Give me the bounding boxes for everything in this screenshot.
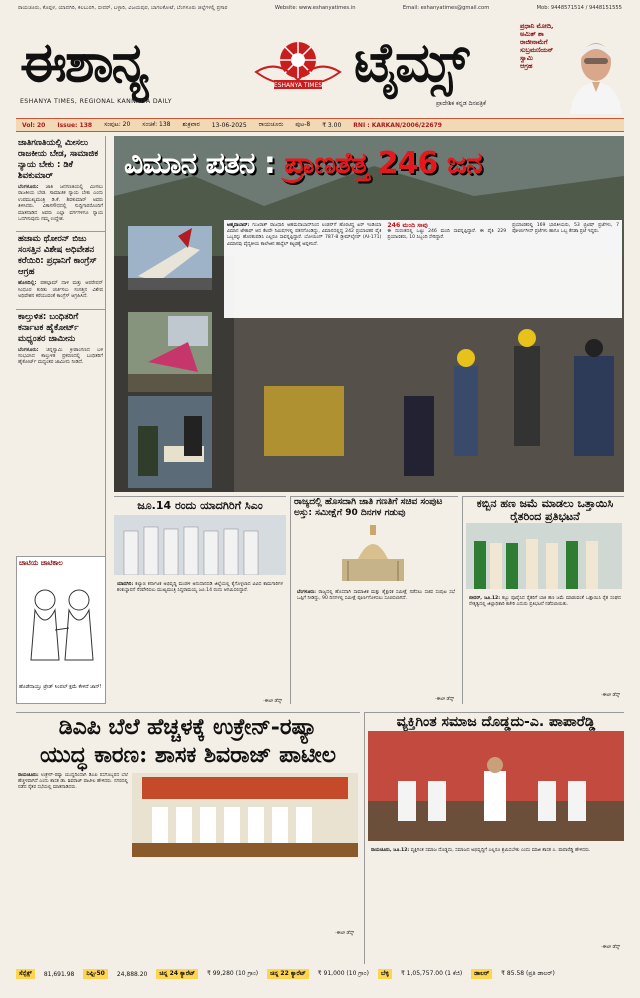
market-label: ಚಿನ್ನ 24 ಕ್ಯಾರೆಟ್	[156, 969, 198, 979]
issue: Issue: 138	[57, 121, 93, 129]
lead-headline	[124, 146, 620, 186]
mobile-text: Mob: 9448571514 / 9448151555	[536, 5, 622, 11]
lead-headline-part-b: ಪ್ರಾಣತೆತ್ತ 246 ಜನ	[284, 146, 482, 181]
masthead-title-left: ಈಶಾನ್ಯ	[20, 30, 148, 94]
market-label: ಸೆನ್ಸೆಕ್ಸ್	[16, 969, 35, 979]
aircraft-wreck-photo	[128, 312, 212, 392]
market-label: ಡಾಲರ್	[471, 969, 492, 979]
masthead-emblem-icon	[248, 36, 348, 102]
story-title-line2: ಯುದ್ಧ ಕಾರಣ: ಶಾಸಕ ಶಿವರಾಜ್ ಪಾಟೀಲ	[40, 742, 336, 768]
masthead-tagline: ಪ್ರಾದೇಶಿಕ ಕನ್ನಡ ದಿನಪತ್ರಿಕೆ	[436, 100, 486, 107]
protest-photo	[466, 523, 622, 589]
lead-side-text: ಪ್ರಯಾಣಿಕರಲ್ಲಿ 169 ಭಾರತೀಯರು, 53 ಬ್ರಿಟಿಷ್ ಪ್ರಜೆಗಳು, 7 ಪೋರ್ಚುಗೀಸ್ ಪ್ರಜೆಗಳು ಹಾಗೂ ಒಬ್ಬ ಕೆನಡಾ ಪ್ರಜೆ ಇದ್ದರು.	[512, 223, 619, 235]
story-title-line1: ಡಿಎಪಿ ಬೆಲೆ ಹೆಚ್ಚಳಕ್ಕೆ ಉಕ್ರೇನ್-ರಷ್ಯಾ	[58, 714, 318, 740]
story-society	[364, 712, 624, 964]
market-value: ₹ 99,280 (10 ಗ್ರಾಂ)	[207, 970, 259, 977]
market-value: 81,691.98	[43, 970, 75, 978]
promo-line: ಪ್ರಧಾನಿ ಮೋದಿ,	[520, 22, 554, 30]
market-value: ₹ 1,05,757.00 (1 ಕೆಜಿ)	[400, 970, 463, 977]
stage-event-photo	[368, 731, 624, 841]
website-text: Website: www.eshanyatimes.in	[274, 5, 356, 11]
market-label: ಬೆಳ್ಳಿ	[378, 969, 392, 979]
lead-body: ಗುಜರಾತ್ ರಾಜಧಾನಿ ಅಹಮದಾಬಾದ್‌ನಿಂದ ಲಂಡನ್‌ಗೆ ಹೊರಟಿದ್ದ ಏರ್ ಇಂಡಿಯಾ ವಿಮಾನ ಟೇಕಾಫ್ ಆದ ಕೆಲವೇ ನಿಮಿಷಗಳಲ್ಲಿ ಪತನಗೊಂಡಿದ್ದು, ವಿಮಾನದಲ್ಲಿದ್ದ 242 ಪ್ರಯಾಣಿಕರ ಪೈಕಿ ಒಬ್ಬರನ್ನು ಹೊರತುಪಡಿಸಿ ಎಲ್ಲರೂ ಸಾವನ್ನಪ್ಪಿದ್ದಾರೆ. ಬೋಯಿಂಗ್ 787-8 ಡ್ರೀಮ್‌ಲೈನರ್ (AI-171) ವಿಮಾನವು ವೈದ್ಯಕೀಯ ಕಾಲೇಜಿನ ಹಾಸ್ಟೆಲ್ ಕಟ್ಟಡಕ್ಕೆ ಅಪ್ಪಳಿಸಿದೆ.	[227, 223, 382, 247]
story-title: ಕಬ್ಬಿನ ಹಣ ಜಮೆ ಮಾಡಲು ಒತ್ತಾಯಿಸಿ ರೈತರಿಂದ ಪ್ರತಿಭಟನೆ	[476, 497, 614, 523]
email-text: Email: eshanyatimes@gmail.com	[402, 5, 490, 11]
rescue-stretcher-photo	[128, 396, 212, 488]
cm-photo	[114, 515, 286, 575]
date: 13-06-2025	[211, 121, 247, 129]
top-strip	[18, 2, 622, 14]
markets-strip	[16, 968, 624, 980]
lead-box-body: ಈ ದುರಂತದಲ್ಲಿ ಒಟ್ಟು 246 ಮಂದಿ ಸಾವನ್ನಪ್ಪಿದ್ದಾರೆ. ಈ ಪೈಕಿ 229 ಪ್ರಯಾಣಿಕರು, 10 ಸಿಬ್ಬಂದಿ ಸೇರಿದ್ದಾರೆ.	[387, 229, 507, 241]
weekday: ಶುಕ್ರವಾರ	[182, 121, 200, 128]
lead-box-title: 246 ಮಂದಿ ಸಾವು	[387, 222, 428, 229]
story-body: ರಾಜ್ಯದಲ್ಲಿ ಹೊಸದಾಗಿ ಸಾಮಾಜಿಕ ಮತ್ತು ಶೈಕ್ಷಣಿಕ ಸಮೀಕ್ಷೆ ನಡೆಸಲು ಸಚಿವ ಸಂಪುಟ ಸಭೆ ಒಪ್ಪಿಗೆ ನೀಡಿದ್ದು, 90 ದಿನಗಳಲ್ಲಿ ಸಮೀಕ್ಷೆ ಪೂರ್ಣಗೊಳಿಸಲು ಸೂಚಿಸಲಾಗಿದೆ.	[297, 590, 455, 602]
promo-line: ಅಮಿತ್ ಶಾ	[520, 30, 544, 38]
byline: -ಈಟೀ ಡೆಸ್ಕ್	[335, 931, 354, 936]
story-body: ಕಬ್ಬು ಪೂರೈಸಿದ ರೈತರಿಗೆ ಬಾಕಿ ಹಣ ಜಮೆ ಮಾಡುವಂತೆ ಒತ್ತಾಯಿಸಿ ರೈತ ಸಂಘದ ನೇತೃತ್ವದಲ್ಲಿ ಜಿಲ್ಲಾಧಿಕಾರಿ ಕಚೇರಿ ಎದುರು ಪ್ರತಿಭಟನೆ ನಡೆಸಲಾಯಿತು.	[469, 596, 622, 608]
promo-line: ರಾಜೀನಾಮೆಗೆ	[520, 38, 548, 46]
story-title: ವ್ಯಕ್ತಿಗಿಂತ ಸಮಾಜ ದೊಡ್ಡದು-ಎ. ಪಾಪಾರೆಡ್ಡಿ	[396, 714, 596, 730]
masthead	[16, 16, 624, 116]
story-body: ವ್ಯಕ್ತಿಗಿಂತ ಸಮಾಜ ದೊಡ್ಡದು, ಸಮಾಜದ ಅಭಿವೃದ್ಧಿಗೆ ಎಲ್ಲರೂ ಶ್ರಮಿಸಬೇಕು ಎಂದು ಮಾಜಿ ಶಾಸಕ ಎ. ಪಾಪಾರೆಡ್ಡಿ ಹೇಳಿದರು.	[410, 848, 591, 853]
byline: -ಈಟೀ ಡೆಸ್ಕ್	[601, 945, 620, 950]
promo-line: ಆಗ್ರಹ	[520, 62, 533, 70]
story-title: ರಾಜ್ಯದಲ್ಲಿ ಹೊಸದಾಗಿ ಜಾತಿ ಗಣತಿಗೆ ಸಚಿವ ಸಂಪುಟ ಅಸ್ತು: ಸಮೀಕ್ಷೆಗೆ 90 ದಿನಗಳ ಗಡುವು	[294, 497, 443, 518]
story-body: ಉಕ್ರೇನ್-ರಷ್ಯಾ ಯುದ್ಧದಿಂದಾಗಿ ಡಿಎಪಿ ರಸಗೊಬ್ಬರದ ಬೆಲೆ ಹೆಚ್ಚಳವಾಗಿದೆ ಎಂದು ಶಾಸಕ ಡಾ. ಶಿವರಾಜ್ ಪಾಟೀಲ ಹೇಳಿದರು. ನಗರದಲ್ಲಿ ನಡೆದ ರೈತರ ಸಭೆಯಲ್ಲಿ ಮಾತನಾಡಿದರು.	[18, 773, 128, 791]
price: ₹ 3.00	[322, 121, 342, 129]
promo-box	[520, 18, 624, 114]
promo-line: ಸುಬ್ರಮಣಿಯನ್	[520, 46, 554, 54]
meeting-photo	[132, 773, 358, 857]
byline: -ಈಟೀ ಡೆಸ್ಕ್	[263, 699, 282, 704]
pages: ಪುಟ-8	[295, 121, 311, 128]
dateline: ಬೀದರ್, ಜೂ.12:	[469, 596, 501, 601]
plane-tail-photo	[128, 226, 212, 290]
issue-info-bar	[16, 118, 624, 132]
dateline: ಹೊಸದಿಲ್ಲಿ:	[18, 280, 37, 287]
cartoon-illustration	[17, 570, 105, 680]
promo-line: ಸ್ವಾಮಿ	[520, 54, 533, 62]
distribution-text: ರಾಯಚೂರು, ಕೊಪ್ಪಳ, ಯಾದಗಿರಿ, ಕಲಬುರಗಿ, ಬೀದರ್, ಬಳ್ಳಾರಿ, ವಿಜಯಪುರ, ಬಾಗಲಕೋಟೆ, ಬೆಂಗಳೂರು ಜಿಲ್ಲೆಗಳಲ್ಲಿ ಪ್ರಸಾರ	[18, 4, 228, 11]
article-body: ಜಾತಿ ಜನಗಣತಿಯಲ್ಲಿ ಮೀಸಲು ರಾಜಕೀಯ ಬೇಡ. ಸಾಮಾಜಿಕ ನ್ಯಾಯ ಬೇಕು ಎಂದು ಉಪಮುಖ್ಯಮಂತ್ರಿ ಡಿ.ಕೆ. ಶಿವಕುಮಾರ್ ಅವರು ತಿಳಿಸಿದರು. ವಿಕಾಸಸೌಧದಲ್ಲಿ ಸುದ್ದಿಗಾರರೊಂದಿಗೆ ಮಾತನಾಡಿದ ಅವರು ಎಲ್ಲಾ ವರ್ಗಗಳಿಗೂ ನ್ಯಾಯ ಒದಗಿಸುವುದು ನಮ್ಮ ಉದ್ದೇಶ.	[18, 185, 103, 223]
cartoon-title: ಚಾಟಿಯ ಚಾಟಿಕಾಲ	[19, 559, 63, 567]
vidhana-soudha-icon	[338, 523, 408, 583]
cartoon-box	[16, 556, 106, 704]
portrait-photo	[566, 32, 624, 114]
story-cm-visit	[114, 496, 286, 704]
city: ರಾಯಚೂರು	[258, 121, 284, 128]
article-body: ಚಿನ್ನಸ್ವಾಮಿ ಕ್ರೀಡಾಂಗಣದ ಬಳಿ ಸಂಭವಿಸಿದ ಕಾಲ್ತುಳಿತ ಪ್ರಕರಣದಲ್ಲಿ ಬಂಧಿತರಿಗೆ ಹೈಕೋರ್ಟ್ ಮಧ್ಯಂತರ ಜಾಮೀನು ನೀಡಿದೆ.	[18, 347, 103, 366]
dateline: ಬೆಂಗಳೂರು:	[18, 184, 39, 190]
market-label: ಚಿನ್ನ 22 ಕ್ಯಾರೆಟ್	[267, 969, 309, 979]
dateline: ರಾಯಚೂರು, ಜೂ.12:	[371, 848, 410, 853]
story-caste-survey	[290, 496, 458, 704]
emblem-text: ESHANYA TIMES	[273, 82, 323, 89]
dateline: ರಾಯಚೂರು:	[18, 773, 39, 778]
headline-special-session: ಹಜಾಮ ಥೋರನ್ ಬಿಜು ಸಂಸತ್ತಿನ ವಿಶೇಷ ಅಧಿವೇಶನ ಕರೆಯಿರಿ: ಪ್ರಧಾನಿಗೆ ಕಾಂಗ್ರೆಸ್ ಆಗ್ರಹ	[16, 231, 105, 280]
samputa: ಸಂಪುಟ: 20	[104, 121, 131, 128]
masthead-title-right: ಟೈಮ್ಸ್	[354, 30, 468, 94]
headline-stampede-bail: ಕಾಲ್ತುಳಿತ: ಬಂಧಿತರಿಗೆ ಕರ್ನಾಟಕ ಹೈಕೋರ್ಟ್ ಮಧ್ಯಂತರ ಜಾಮೀನು	[16, 309, 105, 347]
dateline: ಬೆಂಗಳೂರು:	[297, 590, 316, 595]
market-value: 24,888.20	[116, 970, 148, 978]
dateline: ಯಾದಗಿರಿ:	[117, 582, 134, 587]
article-body: ಪಹಲ್ಗಾಮ್ ದಾಳಿ ಮತ್ತು ಆಪರೇಷನ್ ಸಿಂಧೂರ ಕುರಿತು ಚರ್ಚಿಸಲು ಸಂಸತ್ತಿನ ವಿಶೇಷ ಅಧಿವೇಶನ ಕರೆಯುವಂತೆ ಕಾಂಗ್ರೆಸ್ ಆಗ್ರಹಿಸಿದೆ.	[18, 281, 103, 300]
cartoon-caption: ಹೊಡೆದಾಯ್ತು ಟ್ರೇಡ್ ಸಿಂಪಲ್ ಕ್ಷಮೆ ಕೇಳಿದೆ ಜಾನ್!	[19, 684, 102, 690]
byline: -ಈಟೀ ಡೆಸ್ಕ್	[601, 693, 620, 698]
headline-caste-census: ಜಾತಿಗಣತಿಯಲ್ಲಿ ಮೀಸಲು ರಾಜಕೀಯ ಬೇಡ, ಸಾಮಾಜಿಕ ನ್ಯಾಯ ಬೇಕು : ಡಿಕೆ ಶಿವಕುಮಾರ್	[18, 138, 99, 181]
masthead-subtitle: ESHANYA TIMES, REGIONAL KANNADA DAILY	[20, 98, 172, 105]
dateline: ಬೆಂಗಳೂರು:	[18, 346, 39, 353]
market-label: ನಿಫ್ಟಿ-50	[83, 969, 107, 979]
story-body: ಕಲ್ಯಾಣ ಕರ್ನಾಟಕ ಅಭಿವೃದ್ಧಿ ಮಂಡಳಿ ಅನುದಾನದಡಿ ಜಿಲ್ಲೆಯಲ್ಲಿ ಕೈಗೊಳ್ಳಲಾದ ವಿವಿಧ ಕಾಮಗಾರಿಗಳ ಶಂಕುಸ್ಥಾಪನೆ ನೆರವೇರಿಸಲು ಮುಖ್ಯಮಂತ್ರಿ ಸಿದ್ದರಾಮಯ್ಯ ಜೂ.14 ರಂದು ಆಗಮಿಸಲಿದ್ದಾರೆ.	[117, 582, 283, 594]
market-value: ₹ 91,000 (10 ಗ್ರಾಂ)	[317, 970, 369, 977]
byline: -ಈಟೀ ಡೆಸ್ಕ್	[435, 697, 454, 702]
rni-number: RNI : KARKAN/2006/22679	[353, 121, 442, 129]
market-value: ₹ 85.58 (ಪ್ರತಿ ಡಾಲರ್)	[501, 970, 555, 977]
story-title: ಜೂ.14 ರಂದು ಯಾದಗಿರಿಗೆ ಸಿಎಂ	[137, 499, 263, 512]
volume: Vol: 20	[22, 121, 46, 129]
story-farmers-protest	[462, 496, 624, 704]
lead-dateline: ಅಹ್ಮದಾಬಾದ್:	[227, 223, 250, 228]
lead-text-box	[224, 220, 622, 318]
lead-headline-part-a: ವಿಮಾನ ಪತನ :	[124, 146, 285, 181]
story-dap-price	[16, 712, 360, 964]
sanchike: ಸಂಚಿಕೆ: 138	[142, 121, 171, 128]
